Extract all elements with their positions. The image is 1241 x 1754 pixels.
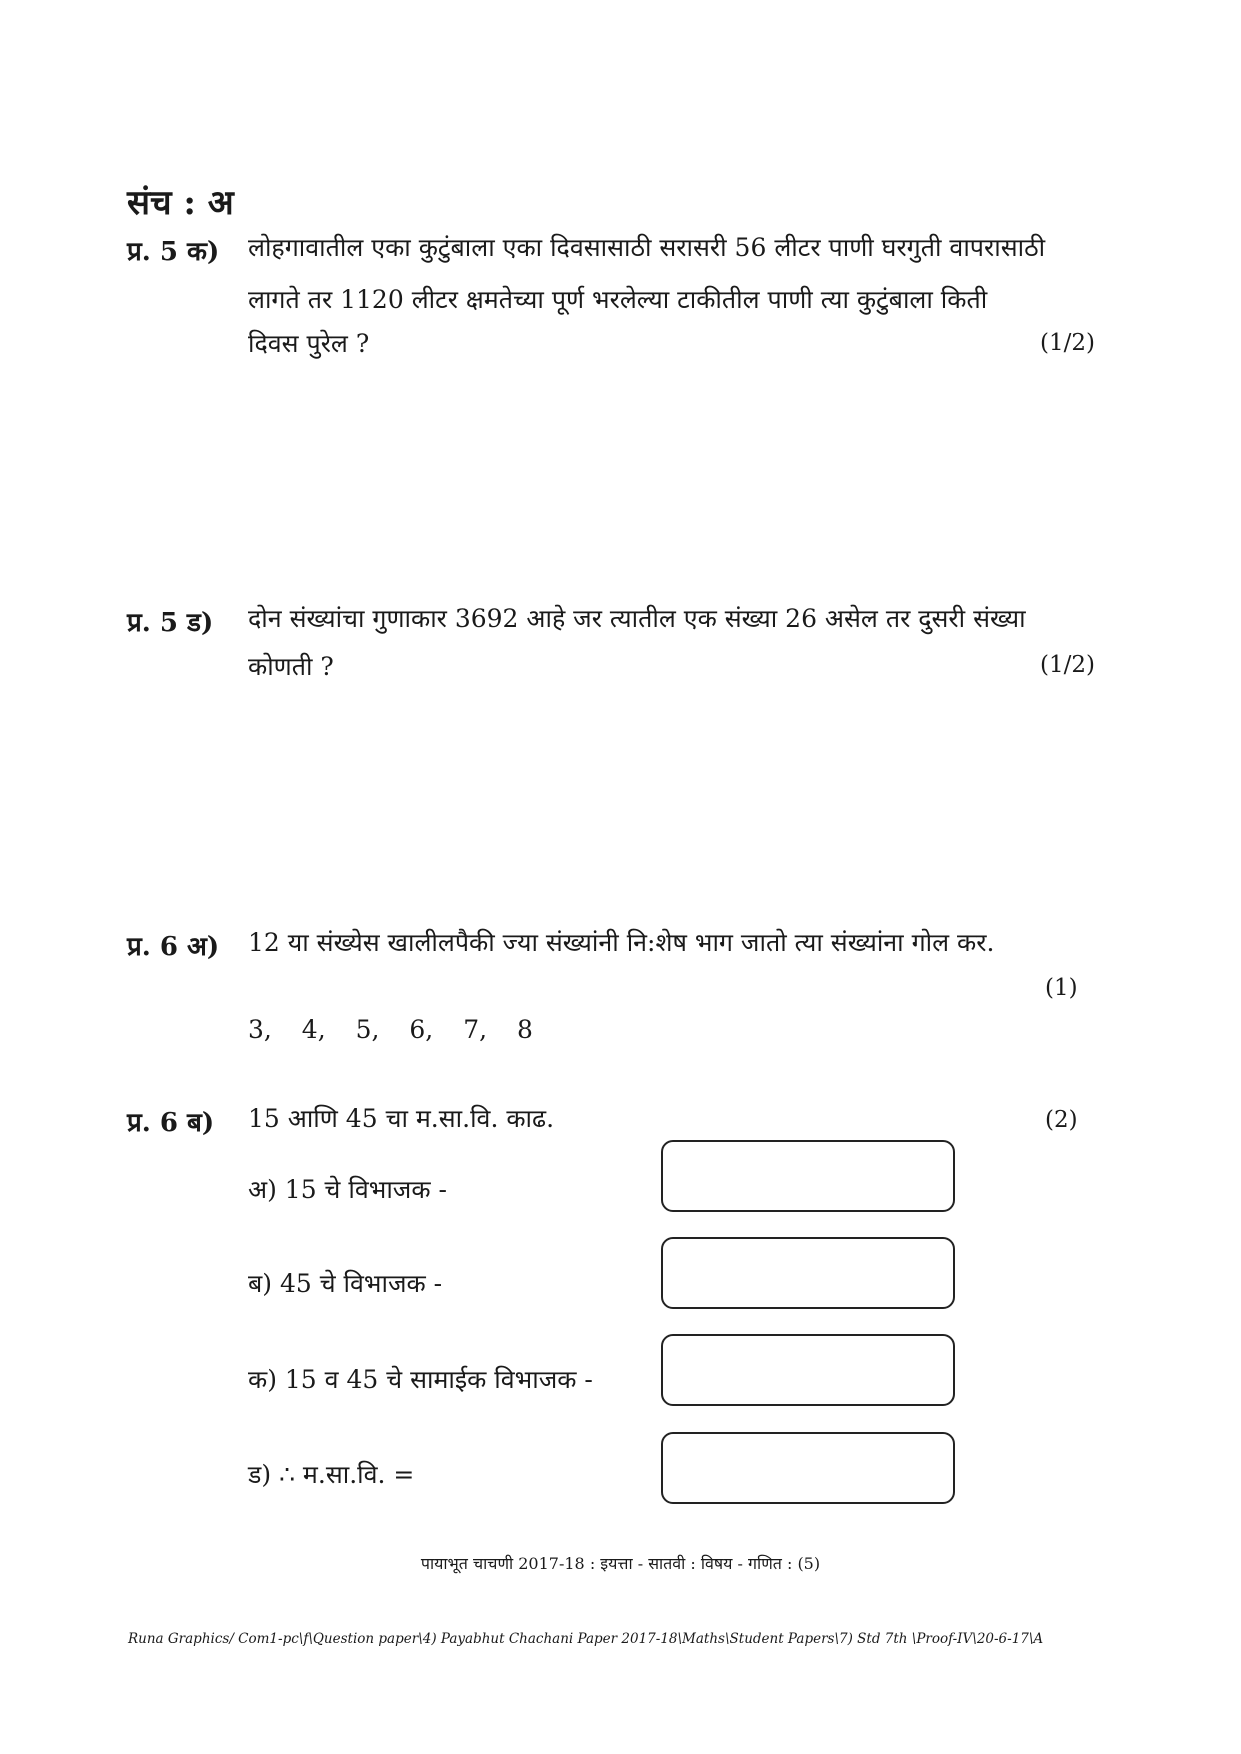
part-c-label: क) 15 व 45 चे सामाईक विभाजक -	[248, 1365, 593, 1394]
question-6a-marks: (1)	[1045, 975, 1078, 1001]
question-5k-marks: (1/2)	[1040, 330, 1095, 356]
part-d-label: ड) ∴ म.सा.वि. =	[248, 1460, 415, 1489]
question-6b-text: 15 आणि 45 चा म.सा.वि. काढ.	[248, 1104, 555, 1133]
question-5d-marks: (1/2)	[1040, 652, 1095, 678]
print-credit: Runa Graphics/ Com1-pc\f\Question paper\4) Payabhut Chachani Paper 2017-18\Maths\Student Papers\7) Std 7th \Proof-IV\20-6-17\A	[128, 1631, 1044, 1647]
question-5k-line1: लोहगावातील एका कुटुंबाला एका दिवसासाठी सरासरी 56 लीटर पाणी घरगुती वापरासाठी	[248, 233, 1046, 262]
question-5k-line3: दिवस पुरेल ?	[248, 329, 370, 358]
question-6b-label: प्र. 6 ब)	[127, 1108, 215, 1138]
question-6b-marks: (2)	[1045, 1107, 1078, 1133]
answer-box-a[interactable]	[661, 1140, 955, 1212]
page-footer: पायाभूत चाचणी 2017-18 : इयत्ता - सातवी : विषय - गणित : (5)	[420, 1554, 821, 1573]
question-5k-line2: लागते तर 1120 लीटर क्षमतेच्या पूर्ण भरलेल्या टाकीतील पाणी त्या कुटुंबाला किती	[248, 285, 988, 314]
answer-box-c[interactable]	[661, 1334, 955, 1406]
part-a-label: अ) 15 चे विभाजक -	[248, 1175, 447, 1204]
question-5k-label: प्र. 5 क)	[127, 237, 220, 267]
part-b-label: ब) 45 चे विभाजक -	[248, 1269, 443, 1298]
question-5d-line1: दोन संख्यांचा गुणाकार 3692 आहे जर त्यातील एक संख्या 26 असेल तर दुसरी संख्या	[248, 604, 1026, 633]
question-5d-line2: कोणती ?	[248, 652, 334, 681]
answer-box-b[interactable]	[661, 1237, 955, 1309]
answer-box-d[interactable]	[661, 1432, 955, 1504]
question-6a-number-list: 3, 4, 5, 6, 7, 8	[248, 1015, 533, 1044]
question-6a-text: 12 या संख्येस खालीलपैकी ज्या संख्यांनी नि:शेष भाग जातो त्या संख्यांना गोल कर.	[248, 928, 995, 957]
question-6a-label: प्र. 6 अ)	[127, 932, 220, 962]
set-title: संच : अ	[127, 183, 234, 223]
question-5d-label: प्र. 5 ड)	[127, 608, 214, 638]
